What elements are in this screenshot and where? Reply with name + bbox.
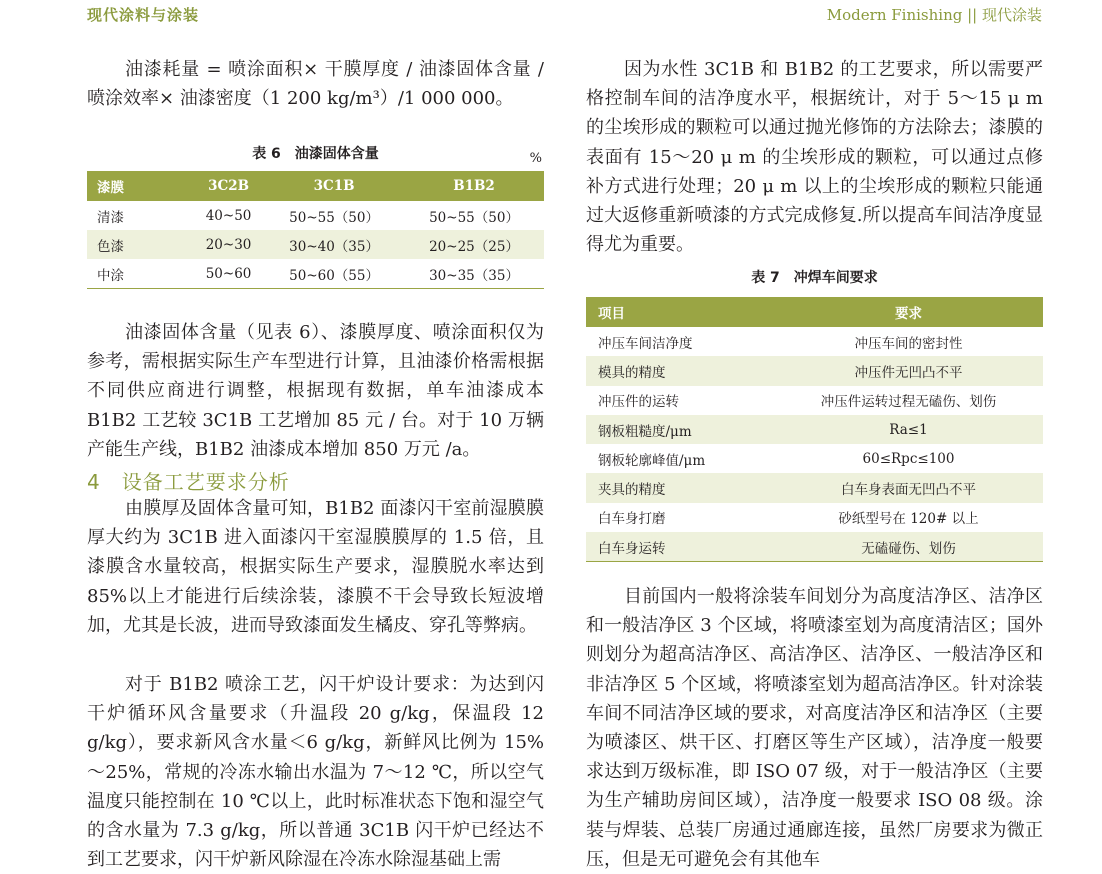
table-cell: 50~55（50） xyxy=(289,209,379,226)
table-cell: 砂纸型号在 120# 以上 xyxy=(838,511,979,528)
table-header-cell: 要求 xyxy=(895,306,922,322)
table-header-cell: 漆膜 xyxy=(97,180,124,196)
journal-title-chinese: 现代涂料与涂装 xyxy=(87,6,200,24)
film-thickness-paragraph: 由膜厚及固体含量可知，B1B2 面漆闪干室前湿膜膜厚大约为 3C1B 进入面漆闪干室湿膜膜厚的 1.5 倍，且漆膜含水量较高，根据实际生产要求，湿膜脱水率达到 85%以上才能进行后续涂装，漆膜不干会导致长短波增加，尤其是长波，进而导致漆面发生橘皮、穿孔等弊病。 xyxy=(87,498,544,636)
table-cell: 钢板轮廓峰值/μm xyxy=(598,452,706,469)
table-row xyxy=(87,201,544,230)
table-cell: 40~50 xyxy=(205,207,252,224)
table-row xyxy=(586,386,1043,415)
cleanliness-paragraph: 因为水性 3C1B 和 B1B2 的工艺要求，所以需要严格控制车间的洁净度水平，根据统计，对于 5～15 μ m 的尘埃形成的颗粒可以通过抛光修饰的方法除去；漆膜的表面有 15～20 μ m 的尘埃形成的颗粒，可以通过点修补方式进行处理；20 μ m 以上的尘埃形成的颗粒只能通过大返修重新喷漆的方式完成修复.所以提高车间洁净度显得尤为重要。 xyxy=(586,59,1043,256)
table-row xyxy=(87,230,544,259)
table-cell: 30~40（35） xyxy=(289,238,379,255)
journal-title-english: Modern Finishing || 现代涂装 xyxy=(826,6,1042,24)
table-cell: 无磕碰伤、划伤 xyxy=(861,540,956,557)
table-header-cell: 项目 xyxy=(598,306,625,322)
table-cell: 20~25（25） xyxy=(429,238,519,255)
table-cell: 白车身运转 xyxy=(598,540,666,557)
table-cell: 60≤Rpc≤100 xyxy=(862,450,955,467)
table-cell: 模具的精度 xyxy=(598,364,666,381)
table7-caption: 表 7 冲焊车间要求 xyxy=(751,270,878,286)
table-cell: 白车身表面无凹凸不平 xyxy=(841,482,976,499)
table-cell: 冲压车间洁净度 xyxy=(598,335,693,352)
table-cell: 白车身打磨 xyxy=(598,511,666,528)
section-heading: 4 设备工艺要求分析 xyxy=(87,470,290,494)
table-cell: 中涂 xyxy=(97,267,124,284)
clean-zone-paragraph: 目前国内一般将涂装车间划分为高度洁净区、洁净区和一般洁净区 3 个区域，将喷漆室划为高度清洁区；国外则划分为超高洁净区、高洁净区、洁净区、一般洁净区和非洁净区 5 个区域，将喷漆室划为超高洁净区。针对涂装车间不同洁净区域的要求，对高度洁净区和洁净区（主要为喷漆区、烘干区、打磨区等生产区域），洁净度一般要求达到万级标准，即 ISO 07 级，对于一般洁净区（主要为生产辅助房间区域），洁净度一般要求 ISO 08 级。涂装与焊装、总装厂房通过通廊连接，虽然厂房要求为微正压，但是无可避免会有其他车 xyxy=(586,586,1043,870)
table-cell: 冲压车间的密封性 xyxy=(854,335,963,352)
table-row xyxy=(586,415,1043,444)
table-cell: 冲压件的运转 xyxy=(598,394,679,411)
paint-consumption-formula: 油漆耗量 = 喷涂面积× 干膜厚度 / 油漆固体含量 / 喷涂效率× 油漆密度（1 200 kg/m³）/1 000 000。 xyxy=(87,59,544,110)
table-row xyxy=(586,473,1043,502)
flash-oven-paragraph: 对于 B1B2 喷涂工艺，闪干炉设计要求：为达到闪干炉循环风含量要求（升温段 20 g/kg，保温段 12 g/kg），要求新风含水量＜6 g/kg，新鲜风比例为 15%～25%，常规的冷冻水输出水温为 7～12 ℃，所以空气温度只能控制在 10 ℃以上，此时标准状态下饱和湿空气的含水量为 7.3 g/kg，所以普通 3C1B 闪干炉已经达不到工艺要求，闪干炉新风除湿在冷冻水除湿基础上需 xyxy=(87,674,544,871)
paint-cost-paragraph: 油漆固体含量（见表 6）、漆膜厚度、喷涂面积仅为参考，需根据实际生产车型进行计算，且油漆价格需根据不同供应商进行调整，根据现有数据，单车油漆成本 B1B2 工艺较 3C1B 工艺增加 85 元 / 台。对于 10 万辆产能生产线，B1B2 油漆成本增加 850 万元 /a。 xyxy=(87,322,544,460)
table-cell: 钢板粗糙度/μm xyxy=(598,423,692,440)
table6-caption: 表 6 油漆固体含量 xyxy=(252,146,379,162)
table-row xyxy=(586,444,1043,473)
table-cell: 夹具的精度 xyxy=(598,482,666,499)
table-row xyxy=(586,327,1043,356)
table-cell: Ra≤1 xyxy=(889,421,928,438)
table-header-cell: 3C1B xyxy=(313,178,355,194)
table-row xyxy=(586,503,1043,532)
table-header-cell: 3C2B xyxy=(208,178,250,194)
table-header-row xyxy=(87,171,544,201)
table6-solid-content xyxy=(87,171,544,289)
table-row xyxy=(87,259,544,289)
table-cell: 50~60（55） xyxy=(289,267,379,284)
table-cell: 色漆 xyxy=(97,238,124,255)
table-cell: 冲压件无凹凸不平 xyxy=(854,364,963,381)
table-header-row xyxy=(586,297,1043,327)
table7-stamping-welding-requirements xyxy=(586,297,1043,562)
table-row xyxy=(586,356,1043,385)
table-cell: 50~60 xyxy=(205,265,252,282)
table-header-cell: B1B2 xyxy=(453,178,495,194)
table-row xyxy=(586,532,1043,562)
table-cell: 20~30 xyxy=(205,236,252,253)
table-cell: 30~35（35） xyxy=(429,267,519,284)
table-cell: 清漆 xyxy=(97,209,124,226)
table-cell: 50~55（50） xyxy=(429,209,519,226)
table-cell: 冲压件运转过程无磕伤、划伤 xyxy=(820,394,997,411)
table6-unit: % xyxy=(529,151,542,166)
